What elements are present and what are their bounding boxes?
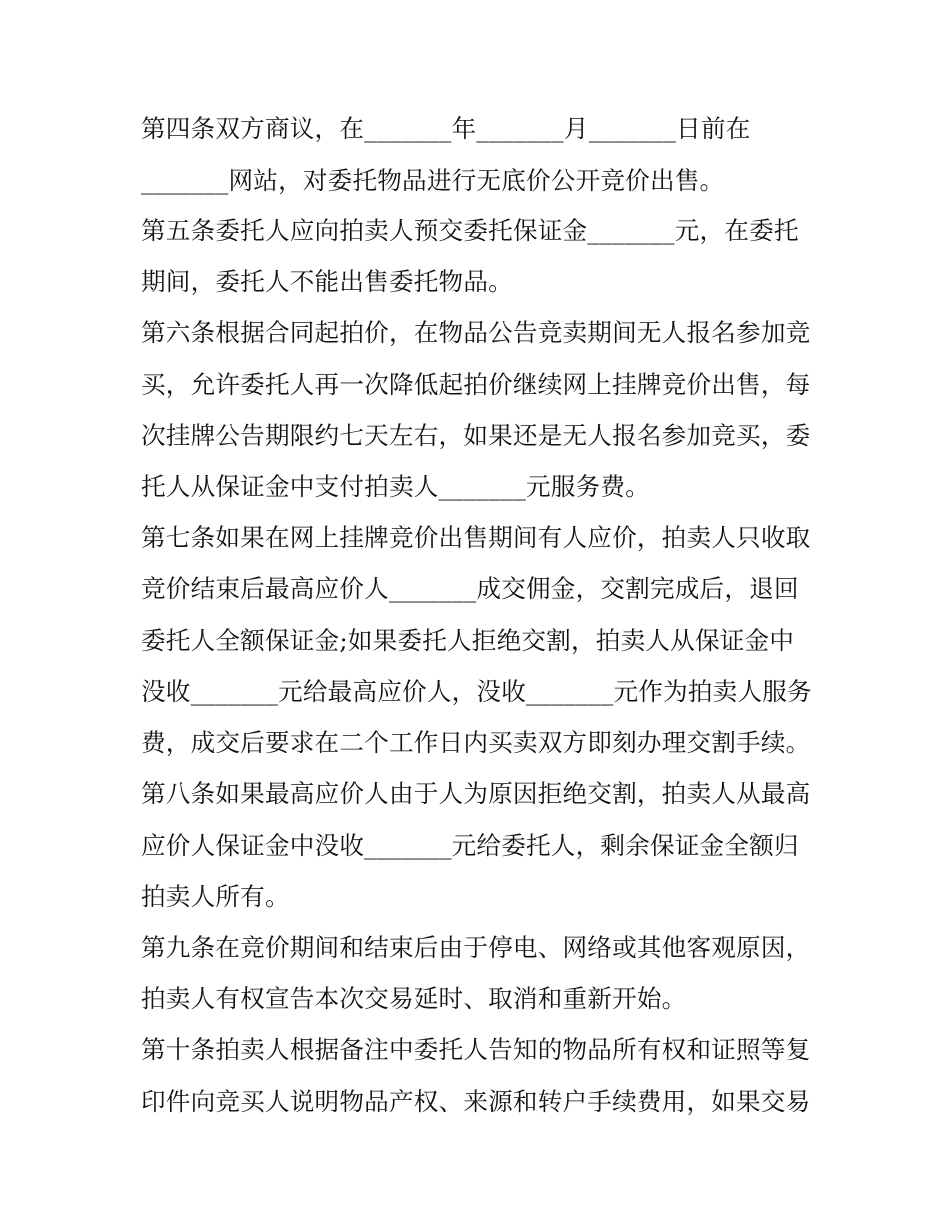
text-line: 第四条双方商议，在_______年_______月_______日前在 xyxy=(141,114,751,143)
text-line: 没收_______元给最高应价人，没收_______元作为拍卖人服务 xyxy=(141,677,812,706)
text-line: 印件向竞买人说明物品产权、来源和转户手续费用，如果交易 xyxy=(141,1087,811,1116)
text-line: 竞价结束后最高应价人_______成交佣金，交割完成后，退回 xyxy=(141,574,799,603)
text-line: 拍卖人有权宣告本次交易延时、取消和重新开始。 xyxy=(141,984,687,1013)
text-line: _______网站，对委托物品进行无底价公开竞价出售。 xyxy=(141,166,725,195)
text-line: 买，允许委托人再一次降低起拍价继续网上挂牌竞价出售，每 xyxy=(141,370,811,399)
text-line: 费，成交后要求在二个工作日内买卖双方即刻办理交割手续。 xyxy=(141,728,811,757)
text-line: 第七条如果在网上挂牌竞价出售期间有人应价，拍卖人只收取 xyxy=(141,523,811,552)
text-line: 期间，委托人不能出售委托物品。 xyxy=(141,267,513,296)
text-line: 次挂牌公告期限约七天左右，如果还是无人报名参加竞买，委 xyxy=(141,421,811,450)
text-line: 第九条在竞价期间和结束后由于停电、网络或其他客观原因， xyxy=(141,933,811,962)
text-line: 第八条如果最高应价人由于人为原因拒绝交割，拍卖人从最高 xyxy=(141,779,811,808)
text-line: 托人从保证金中支付拍卖人_______元服务费。 xyxy=(141,472,650,501)
text-line: 第五条委托人应向拍卖人预交委托保证金_______元，在委托 xyxy=(141,216,799,245)
text-line: 拍卖人所有。 xyxy=(141,882,290,911)
text-line: 委托人全额保证金;如果委托人拒绝交割，拍卖人从保证金中 xyxy=(141,626,795,655)
text-line: 应价人保证金中没收_______元给委托人，剩余保证金全额归 xyxy=(141,831,799,860)
text-line: 第十条拍卖人根据备注中委托人告知的物品所有权和证照等复 xyxy=(141,1035,811,1064)
text-line: 第六条根据合同起拍价，在物品公告竞卖期间无人报名参加竞 xyxy=(141,318,811,347)
